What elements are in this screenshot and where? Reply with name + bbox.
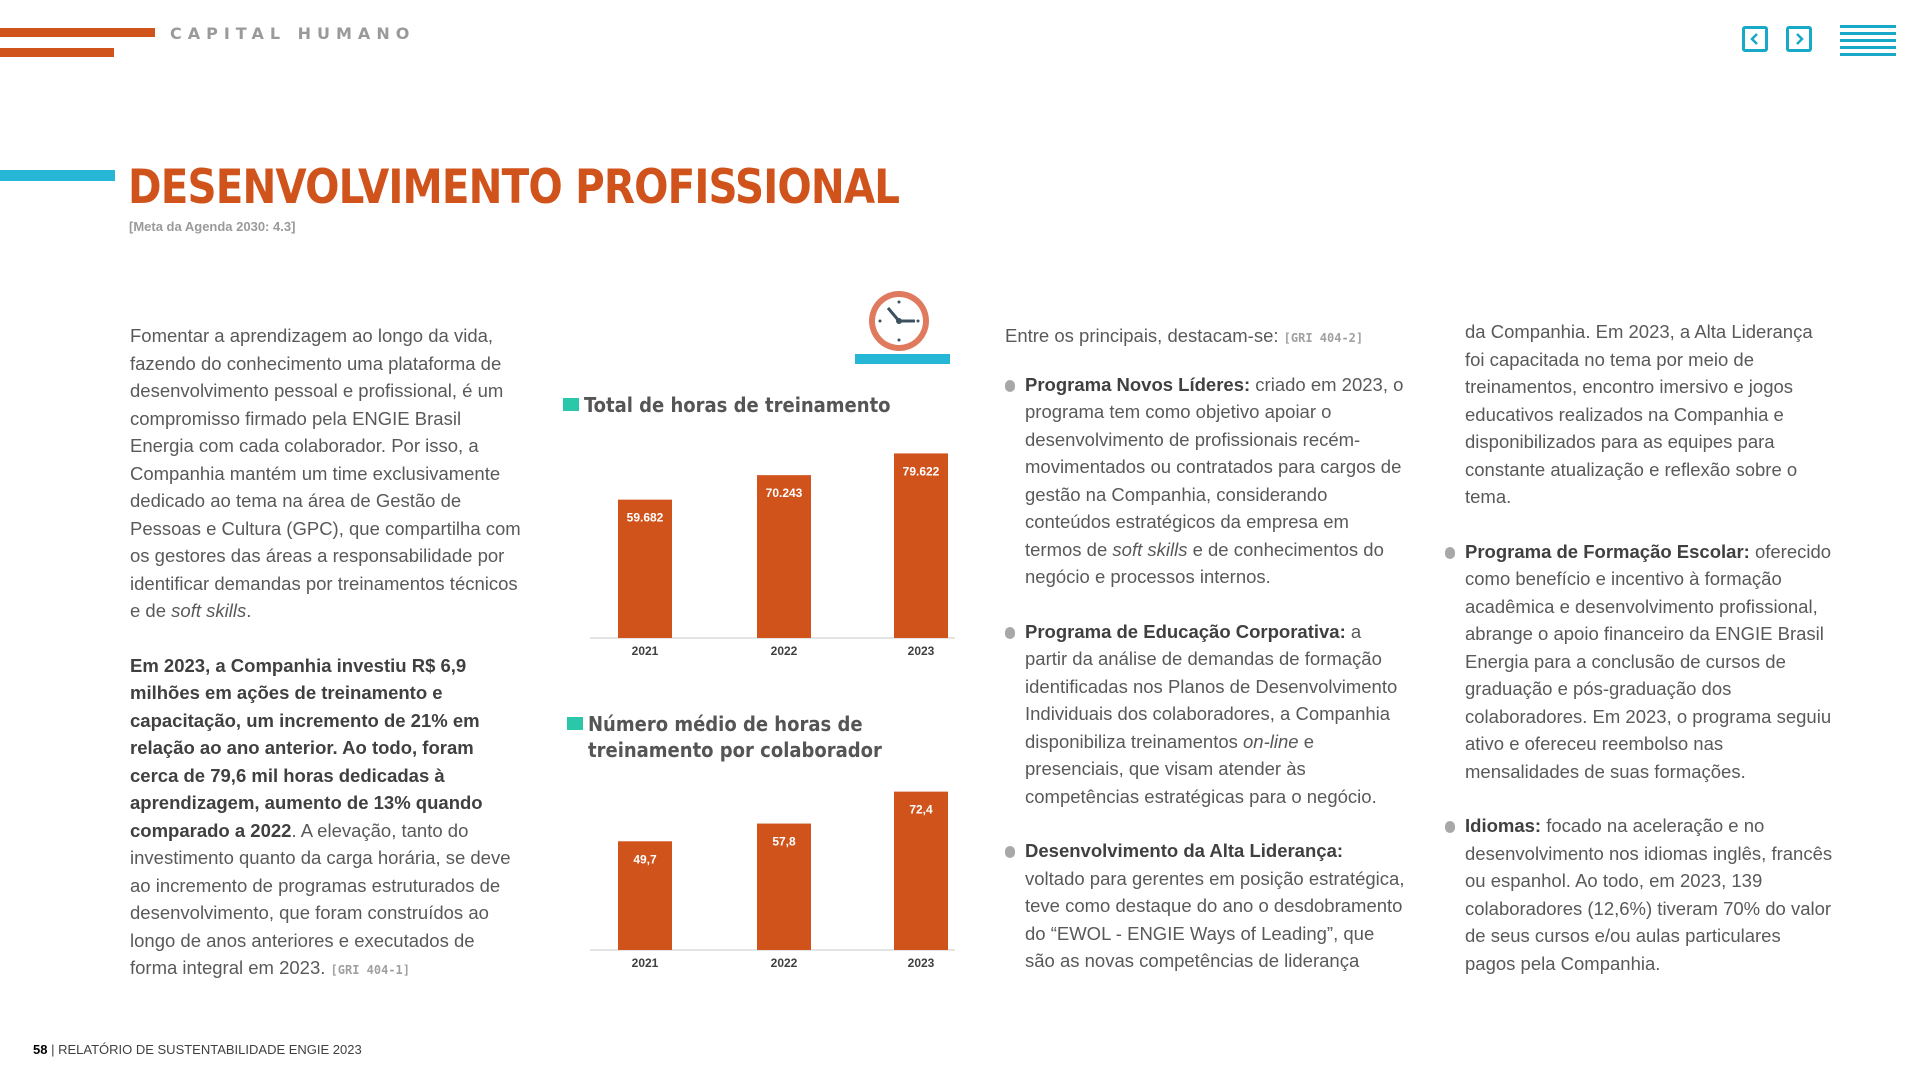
chart2-category-label: 2023 (907, 956, 935, 970)
title-accent-bar (0, 170, 115, 181)
chart1 (580, 440, 960, 665)
chart1-value-label: 79.622 (902, 464, 940, 479)
bullet-alta-lideranca: Desenvolvimento da Alta Liderança: voltado para gerentes em posição estratégica, teve como destaque do ano o desdobramento do “EWOL - ENGIE Ways of Leading”, que são as novas competências de liderança (1005, 837, 1405, 975)
chart2-value-label: 72,4 (909, 802, 933, 817)
chart2-value-label: 57,8 (772, 834, 796, 849)
investment-paragraph: Em 2023, a Companhia investiu R$ 6,9 milhões em ações de treinamento e capacitação, um incremento de 21% em relação ao ano anterior. Ao todo, foram cerca de 79,6 mil horas dedicadas à aprendizagem, aumento de 13% quando comparado a 2022. A elevação, tanto do investimento quanto da carga horária, se deve ao incremento de programas estruturados de desenvolvimento, que foram construídos ao longo de anos anteriores e executados de forma integral em 2023. [GRI 404-1] (130, 654, 511, 978)
bullet-educacao-corporativa: Programa de Educação Corporativa: a partir da análise de demandas de formação identificadas nos Planos de Desenvolvimento Individuais dos colaboradores, a Companhia disponibiliza treinamentos on-line e presenciais, que visam atender às competências estratégicas para o negócio. (1005, 618, 1405, 811)
programs-intro: Entre os principais, destacam-se: [GRI 404-2] (1005, 325, 1364, 346)
programs-column-continued (1445, 318, 1835, 977)
chart1-value-label: 59.682 (626, 510, 664, 525)
page-subtitle: [Meta da Agenda 2030: 4.3] (129, 219, 296, 234)
prev-page-button[interactable] (1742, 26, 1768, 52)
header-bar-bottom (0, 48, 114, 57)
bullet-idiomas: Idiomas: focado na aceleração e no desenvolvimento nos idiomas inglês, francês ou espanhol. Ao todo, em 2023, 139 colaboradores (12,6%) tiveram 70% do valor de seus cursos e/ou aulas particulares pagos pela Companhia. (1445, 812, 1835, 977)
page-number: 58 (33, 1042, 48, 1057)
section-label: CAPITAL HUMANO (170, 24, 416, 43)
header-bar-top (0, 28, 155, 37)
page-title: DESENVOLVIMENTO PROFISSIONAL (128, 160, 900, 215)
chart2-title: Número médio de horas de treinamento por colaborador (588, 711, 882, 763)
chart1-value-label: 70.243 (765, 486, 803, 501)
chart2-category-label: 2022 (770, 956, 798, 970)
next-page-button[interactable] (1786, 26, 1812, 52)
chart1-category-label: 2023 (907, 644, 935, 658)
chevron-right-icon (1792, 32, 1806, 46)
footer-text: | RELATÓRIO DE SUSTENTABILIDADE ENGIE 2023 (47, 1042, 362, 1057)
menu-icon[interactable] (1840, 25, 1896, 57)
intro-paragraph: Fomentar a aprendizagem ao longo da vida, fazendo do conhecimento uma plataforma de desenvolvimento pessoal e profissional, é um compromisso firmado pela ENGIE Brasil Energia com cada colaborador. Por isso, a Companhia mantém um time exclusivamente dedicado ao tema na área de Gestão de Pessoas e Cultura (GPC), que compartilha com os gestores das áreas a responsabilidade por identificar demandas por treinamentos técnicos e de soft skills. (130, 325, 521, 621)
footer (33, 1042, 362, 1057)
chart1-legend-square (563, 398, 579, 411)
chart1-bar-2023 (894, 453, 948, 638)
bullet-formacao-escolar: Programa de Formação Escolar: oferecido como benefício e incentivo à formação acadêmica e desenvolvimento profissional, abrange o apoio financeiro da ENGIE Brasil Energia para a conclusão de cursos de graduação e pós-graduação dos colaboradores. Em 2023, o programa seguiu ativo e ofereceu reembolso nas mensalidades de suas formações. (1445, 538, 1835, 786)
chart1-title: Total de horas de treinamento (584, 392, 891, 418)
intro-column (130, 322, 525, 985)
programs-column (1005, 322, 1405, 975)
clock-icon (855, 284, 955, 366)
chart2 (580, 770, 960, 980)
bullet-novos-lideres: Programa Novos Líderes: criado em 2023, o programa tem como objetivo apoiar o desenvolvimento de profissionais recém-movimentados ou contratados para cargos de gestão na Companhia, considerando conteúdos estratégicos da empresa em termos de soft skills e de conhecimentos do negócio e processos internos. (1005, 371, 1405, 591)
chart1-category-label: 2022 (770, 644, 798, 658)
chart1-category-label: 2021 (631, 644, 659, 658)
alta-lideranca-continued: da Companhia. Em 2023, a Alta Liderança foi capacitada no tema por meio de treinamentos, encontro imersivo e jogos educativos realizados na Companhia e disponibilizados para as equipes para constante atualização e reflexão sobre o tema. (1465, 321, 1813, 507)
chart2-value-label: 49,7 (633, 852, 657, 867)
chevron-left-icon (1748, 32, 1762, 46)
chart2-category-label: 2021 (631, 956, 659, 970)
chart2-legend-square (567, 717, 583, 730)
